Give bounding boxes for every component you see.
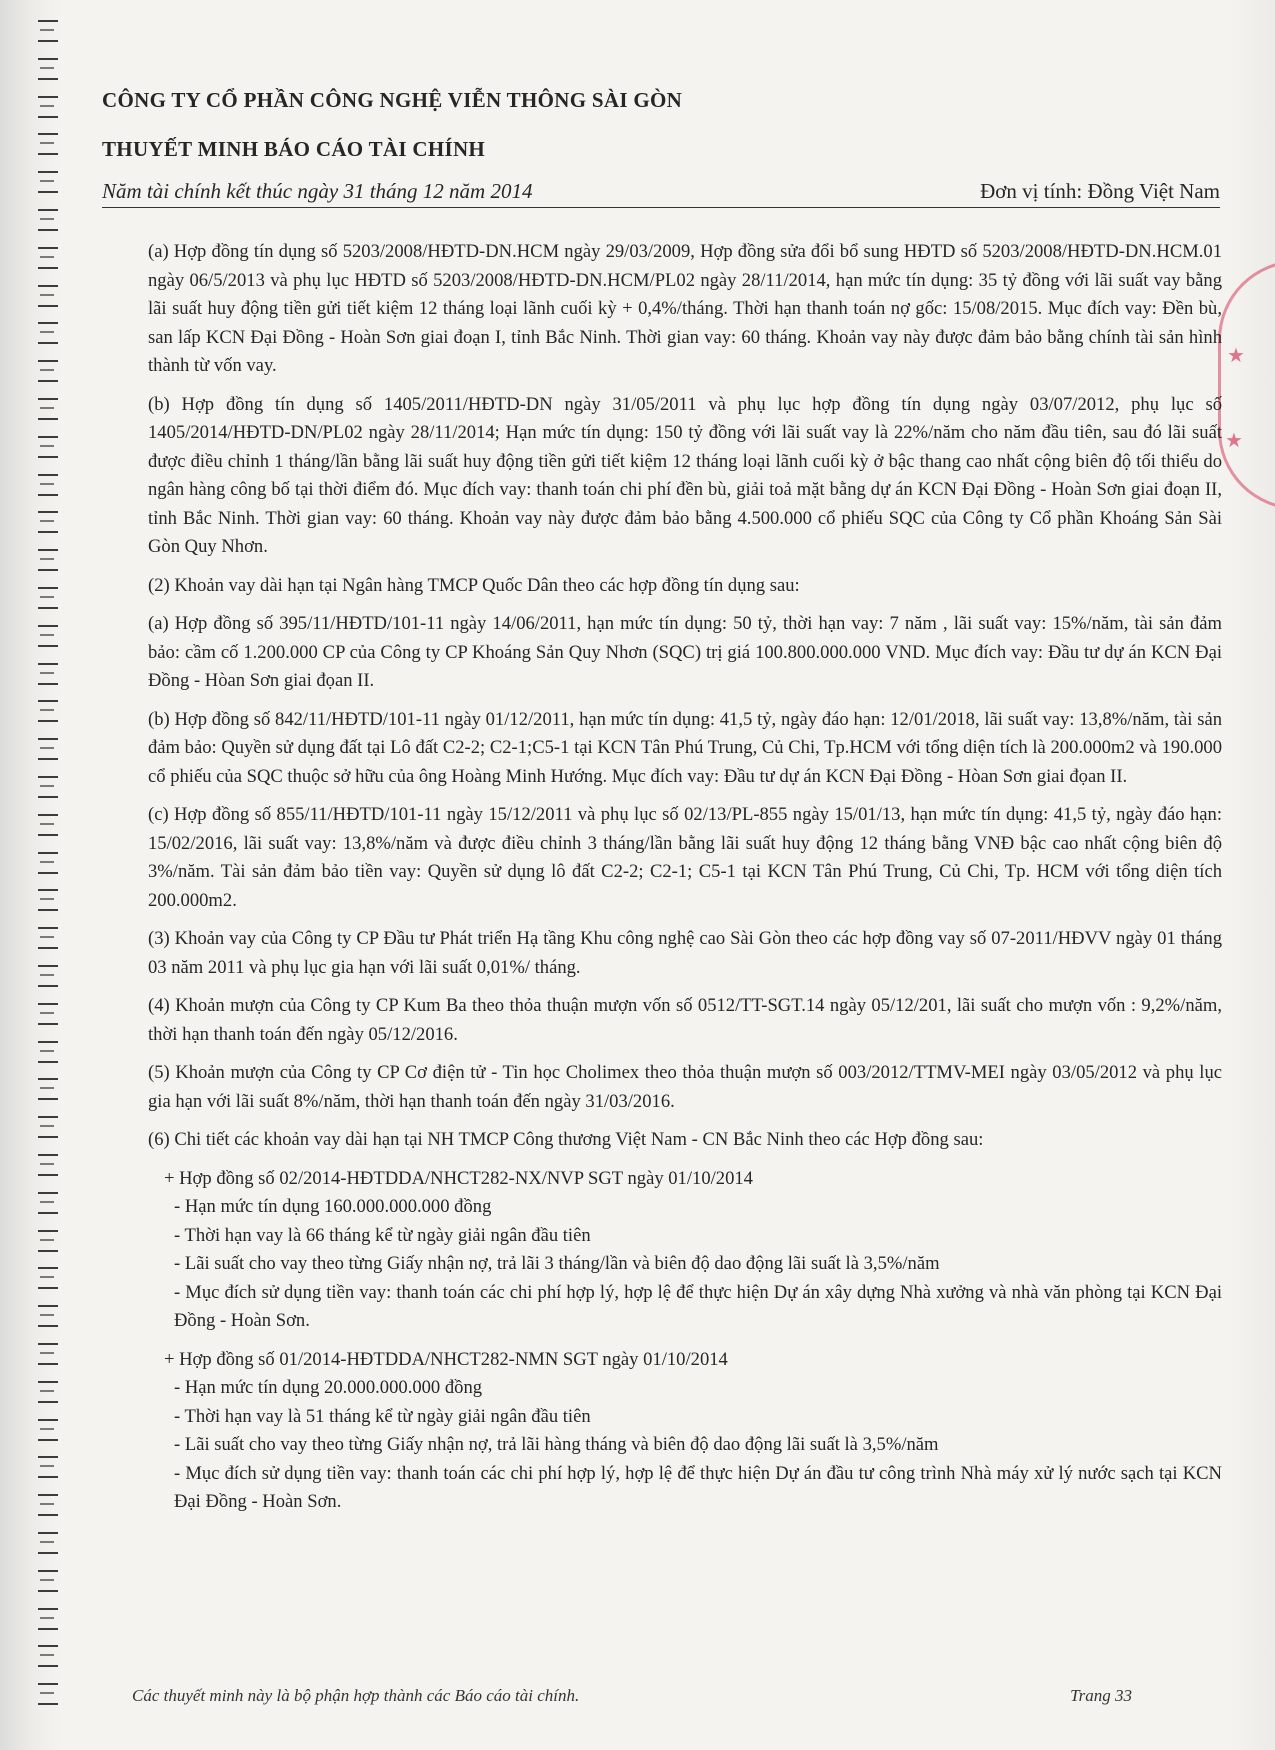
paragraph-1b: (b) Hợp đồng tín dụng số 1405/2011/HĐTD-DN ngày 31/05/2011 và phụ lục hợp đồng tín dụng ngày 03/07/2012, phụ lục số 1405/2014/HĐTD-DN/PL02 ngày 28/11/2014; Hạn mức tín dụng: 150 tỷ đồng với lãi suất vay là 22%/năm cho năm đầu tiên, sau đó lãi suất được điều chỉnh 1 tháng/lần bằng lãi suất huy động tiền gửi tiết kiệm 12 tháng loại lãnh cuối kỳ ở bậc thang cao nhất cộng biên độ tối thiểu do ngân hàng công bố tại thời điểm đó. Mục đích vay: thanh toán chi phí đền bù, giải toả mặt bằng dự án KCN Đại Đồng - Hoàn Sơn giai đoạn II, tỉnh Bắc Ninh. Thời gian vay: 60 tháng. Khoản vay này được đảm bảo bằng 4.500.000 cổ phiếu SQC của Công ty Cổ phần Khoáng Sản Sài Gòn Quy Nhơn. [148, 393, 1222, 557]
binding-hole [38, 322, 58, 344]
document-header [102, 88, 1222, 208]
paragraph-4: (4) Khoản mượn của Công ty CP Kum Ba theo thỏa thuận mượn vốn số 0512/TT-SGT.14 ngày 05/12/201, lãi suất cho mượn vốn : 9,2%/năm, thời hạn thanh toán đến ngày 05/12/2016. [148, 995, 1222, 1045]
paragraph-3: (3) Khoản vay của Công ty CP Đầu tư Phát triển Hạ tầng Khu công nghệ cao Sài Gòn theo các hợp đồng vay số 07-2011/HĐVV ngày 01 tháng 03 năm 2011 và phụ lục gia hạn với lãi suất 0,01%/ tháng. [148, 928, 1222, 978]
binding-hole [38, 58, 58, 80]
binding-hole [38, 587, 58, 609]
binding-hole [38, 1645, 58, 1667]
binding-hole [38, 1078, 58, 1100]
binding-hole [38, 1192, 58, 1214]
binding-hole [38, 1683, 58, 1705]
paragraph-2b: (b) Hợp đồng số 842/11/HĐTD/101-11 ngày 01/12/2011, hạn mức tín dụng: 41,5 tỷ, ngày đáo hạn: 12/01/2018, lãi suất vay: 13,8%/năm, tài sản đảm bảo: Quyền sử dụng đất tại Lô đất C2-2; C2-1;C5-1 tại KCN Tân Phú Trung, Củ Chi, Tp.HCM với tổng diện tích là 200.000m2 và 190.000 cổ phiếu của SQC thuộc sở hữu của ông Hoàng Minh Hướng. Mục đích vay: Đầu tư dự án KCN Đại Đồng - Hòan Sơn giai đọan II. [148, 708, 1222, 787]
document-body [148, 238, 1222, 1517]
footer-note: Các thuyết minh này là bộ phận hợp thành các Báo cáo tài chính. [132, 1686, 580, 1705]
binding-hole [38, 1003, 58, 1025]
paragraph-6: (6) Chi tiết các khoản vay dài hạn tại NH TMCP Công thương Việt Nam - CN Bắc Ninh theo các Hợp đồng sau: [148, 1129, 984, 1150]
page-footer [132, 1686, 1132, 1706]
binding-holes [38, 20, 64, 1720]
contract-2-item: - Hạn mức tín dụng 20.000.000.000 đồng [174, 1377, 483, 1398]
contract-2-item: - Mục đích sử dụng tiền vay: thanh toán các chi phí hợp lý, hợp lệ để thực hiện Dự án đầu tư công trình Nhà máy xử lý nước sạch tại KCN Đại Đồng - Hoàn Sơn. [174, 1462, 1222, 1512]
contract-1-item: - Thời hạn vay là 66 tháng kể từ ngày giải ngân đầu tiên [174, 1224, 591, 1246]
binding-hole [38, 1381, 58, 1403]
binding-hole [38, 474, 58, 496]
binding-hole [38, 1267, 58, 1289]
binding-hole [38, 398, 58, 420]
binding-hole [38, 171, 58, 193]
binding-hole [38, 965, 58, 987]
binding-hole [38, 1230, 58, 1252]
binding-hole [38, 247, 58, 269]
binding-hole [38, 1570, 58, 1592]
binding-hole [38, 1608, 58, 1630]
paragraph-2a: (a) Hợp đồng số 395/11/HĐTD/101-11 ngày 14/06/2011, hạn mức tín dụng: 50 tỷ, thời hạn vay: 7 năm , lãi suất vay: 15%/năm, tài sản đảm bảo: cầm cố 1.200.000 CP của Công ty CP Khoáng Sản Quy Nhơn (SQC) trị giá 100.800.000.000 VND. Mục đích vay: Đầu tư dự án KCN Đại Đồng - Hòan Sơn giai đọan II. [148, 613, 1222, 691]
binding-hole [38, 20, 58, 42]
paragraph-2: (2) Khoản vay dài hạn tại Ngân hàng TMCP Quốc Dân theo các hợp đồng tín dụng sau: [148, 574, 800, 596]
binding-hole [38, 927, 58, 949]
binding-hole [38, 738, 58, 760]
binding-hole [38, 1305, 58, 1327]
binding-hole [38, 1494, 58, 1516]
paragraph-1a: (a) Hợp đồng tín dụng số 5203/2008/HĐTD-DN.HCM ngày 29/03/2009, Hợp đồng sửa đổi bổ sung HĐTD số 5203/2008/HĐTD-DN.HCM.01 ngày 06/5/2013 và phụ lục HĐTD số 5203/2008/HĐTD-DN.HCM/PL02 ngày 28/11/2014, hạn mức tín dụng: 35 tỷ đồng với lãi suất vay bằng lãi suất huy động tiền gửi tiết kiệm 12 tháng loại lãnh cuối kỳ + 0,4%/tháng. Thời hạn thanh toán nợ gốc: 15/08/2015. Mục đích vay: Đền bù, san lấp KCN Đại Đồng - Hoàn Sơn giai đoạn I, tỉnh Bắc Ninh. Thời gian vay: 60 tháng. Khoản vay này được đảm bảo bằng chính tài sản hình thành từ vốn vay. [148, 241, 1222, 376]
binding-hole [38, 511, 58, 533]
contract-1-title: + Hợp đồng số 02/2014-HĐTDDA/NHCT282-NX/NVP SGT ngày 01/10/2014 [164, 1167, 753, 1189]
contract-2-item: - Thời hạn vay là 51 tháng kể từ ngày giải ngân đầu tiên [174, 1405, 591, 1427]
binding-hole [38, 889, 58, 911]
binding-hole [38, 1343, 58, 1365]
binding-hole [38, 285, 58, 307]
contract-1-block [148, 1165, 1222, 1336]
contract-2-item: - Lãi suất cho vay theo từng Giấy nhận nợ, trả lãi hàng tháng và biên độ dao động lãi suất là 3,5%/năm [174, 1434, 939, 1455]
binding-hole [38, 1456, 58, 1478]
contract-2-title: + Hợp đồng số 01/2014-HĐTDDA/NHCT282-NMN SGT ngày 01/10/2014 [164, 1348, 728, 1370]
binding-hole [38, 360, 58, 382]
currency-unit-label: Đơn vị tính: Đồng Việt Nam [980, 179, 1220, 203]
company-name: CÔNG TY CỔ PHẦN CÔNG NGHỆ VIỄN THÔNG SÀI GÒN [102, 88, 683, 112]
binding-hole [38, 1419, 58, 1441]
page-number: Trang 33 [1070, 1686, 1132, 1705]
header-subline [102, 179, 1220, 208]
red-seal-stamp: ★ ★ [1218, 260, 1275, 510]
binding-hole [38, 1116, 58, 1138]
binding-hole [38, 852, 58, 874]
binding-hole [38, 700, 58, 722]
binding-hole [38, 1532, 58, 1554]
binding-hole [38, 776, 58, 798]
contract-1-item: - Mục đích sử dụng tiền vay: thanh toán các chi phí hợp lý, hợp lệ để thực hiện Dự án xây dựng Nhà xưởng và nhà văn phòng tại KCN Đại Đồng - Hoàn Sơn. [174, 1281, 1222, 1331]
contract-1-item: - Hạn mức tín dụng 160.000.000.000 đồng [174, 1196, 492, 1217]
fiscal-year-label: Năm tài chính kết thúc ngày 31 tháng 12 năm 2014 [102, 179, 533, 203]
paragraph-5: (5) Khoản mượn của Công ty CP Cơ điện tử - Tin học Cholimex theo thỏa thuận mượn số 003/2012/TTMV-MEI ngày 03/05/2012 và phụ lục gia hạn với lãi suất 8%/năm, thời hạn thanh toán đến ngày 31/03/2016. [148, 1062, 1222, 1112]
binding-hole [38, 96, 58, 118]
binding-hole [38, 814, 58, 836]
binding-hole [38, 1154, 58, 1176]
binding-hole [38, 436, 58, 458]
binding-hole [38, 209, 58, 231]
contract-2-block [148, 1346, 1222, 1517]
binding-hole [38, 549, 58, 571]
paragraph-2c: (c) Hợp đồng số 855/11/HĐTD/101-11 ngày 15/12/2011 và phụ lục số 02/13/PL-855 ngày 15/01/13, hạn mức tín dụng: 41,5 tỷ, ngày đáo hạn: 15/02/2016, lãi suất vay: 13,8%/năm và được điều chỉnh 3 tháng/lần bằng lãi suất huy động 12 tháng bằng VNĐ bậc cao nhất cộng biên độ 3%/năm. Tài sản đảm bảo tiền vay: Quyền sử dụng lô đất C2-2; C2-1; C5-1 tại KCN Tân Phú Trung, Củ Chi, Tp. HCM với tổng diện tích 200.000m2. [148, 804, 1222, 911]
binding-hole [38, 625, 58, 647]
contract-1-item: - Lãi suất cho vay theo từng Giấy nhận nợ, trả lãi 3 tháng/lần và biên độ dao động lãi suất là 3,5%/năm [174, 1253, 940, 1274]
report-title: THUYẾT MINH BÁO CÁO TÀI CHÍNH [102, 137, 486, 161]
binding-hole [38, 1041, 58, 1063]
binding-hole [38, 133, 58, 155]
binding-hole [38, 663, 58, 685]
